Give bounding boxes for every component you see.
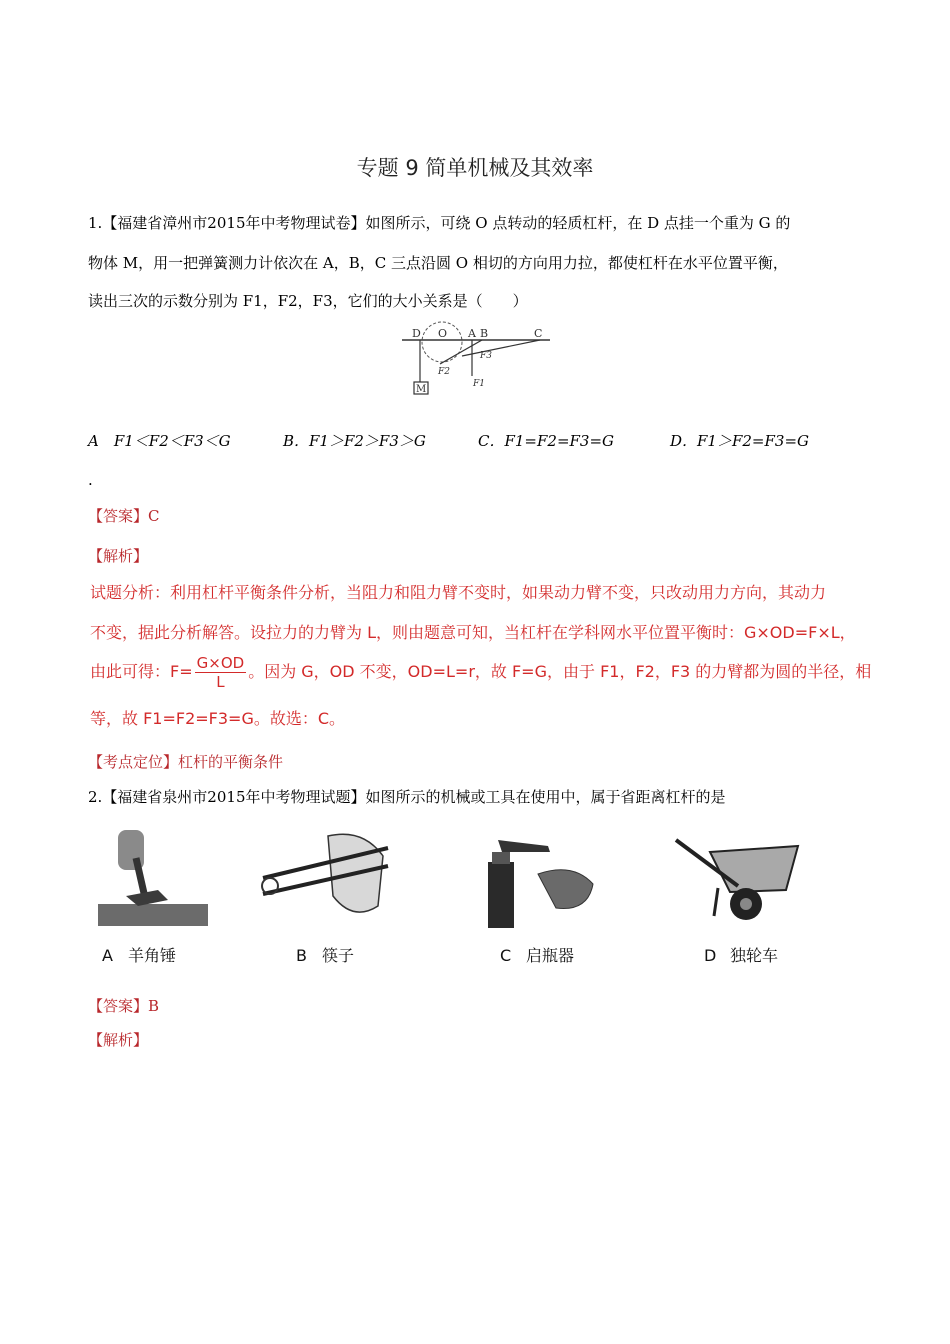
tool-label-c (500, 943, 574, 966)
fraction-numerator: G×OD (196, 654, 245, 672)
page-title: 专题 9 简单机械及其效率 (356, 156, 594, 180)
q1-stem-line-1: 1.【福建省漳州市2015年中考物理试卷】如图所示，可绕 O 点转动的轻质杠杆，在 D 点挂一个重为 G 的 (88, 214, 791, 232)
tool-label-a (102, 943, 176, 966)
label-m: M (416, 384, 427, 395)
lever-figure (400, 320, 560, 400)
tool-name: 筷子 (322, 946, 355, 965)
tool-name: 启瓶器 (526, 946, 575, 965)
tool-label-d (704, 943, 778, 966)
claw-hammer-image (98, 818, 208, 928)
q2-answer: 【答案】B (88, 997, 160, 1015)
q1-analysis-line-4: 等，故 F1=F2=F3=G。故选：C。 (90, 709, 346, 728)
wheelbarrow-image (668, 822, 808, 928)
option-a: A F1＜F2＜F3＜G (88, 432, 231, 450)
chopsticks-image (258, 826, 393, 926)
label-b: B (480, 327, 489, 340)
tool-label-b (296, 943, 354, 966)
q1-stem-line-3: 读出三次的示数分别为 F1，F2，F3，它们的大小关系是（ ） (88, 292, 528, 310)
tool-letter: B (296, 946, 307, 965)
analysis-formula-suffix: 。因为 G，OD 不变，OD=L=r，故 F=G，由于 F1，F2，F3 的力臂都为圆的半径，相 (248, 662, 872, 681)
trailing-dot: . (88, 471, 93, 489)
label-f3: F3 (480, 351, 492, 361)
tool-name: 羊角锤 (128, 946, 177, 965)
tool-name: 独轮车 (730, 946, 779, 965)
q1-analysis-line-3 (90, 654, 871, 691)
q1-stem-line-2: 物体 M，用一把弹簧测力计依次在 A，B，C 三点沿圆 O 相切的方向用力拉，都使杠杆在水平位置平衡， (88, 254, 788, 272)
q2-analysis-heading: 【解析】 (88, 1031, 149, 1049)
option-c: C．F1=F2=F3=G (478, 432, 615, 450)
formula-fraction (195, 654, 247, 691)
option-d: D．F1＞F2=F3=G (670, 432, 809, 450)
fraction-denominator: L (216, 673, 225, 691)
label-c: C (534, 327, 543, 340)
tool-letter: C (500, 946, 512, 965)
tool-letter: A (102, 946, 113, 965)
analysis-formula-prefix: 由此可得：F= (90, 662, 193, 681)
tool-letter: D (704, 946, 717, 965)
q1-key-point: 【考点定位】杠杆的平衡条件 (88, 753, 284, 771)
q1-analysis-heading: 【解析】 (88, 547, 149, 565)
q1-analysis-line-2: 不变，据此分析解答。设拉力的力臂为 L，则由题意可知，当杠杆在学科网水平位置平衡时：G×OD=F×L， (90, 623, 856, 642)
label-f1: F1 (473, 379, 485, 389)
label-o: O (438, 327, 448, 340)
q1-analysis-line-1: 试题分析：利用杠杆平衡条件分析，当阻力和阻力臂不变时，如果动力臂不变，只改动用力方向，其动力 (90, 583, 827, 602)
option-b: B．F1＞F2＞F3＞G (283, 432, 426, 450)
bottle-opener-image (478, 822, 603, 928)
label-d: D (412, 327, 421, 340)
q2-stem: 2.【福建省泉州市2015年中考物理试题】如图所示的机械或工具在使用中，属于省距离杠杆的是 (88, 788, 726, 806)
label-f2: F2 (438, 367, 450, 377)
label-a: A (468, 327, 476, 340)
q1-answer: 【答案】C (88, 507, 160, 525)
